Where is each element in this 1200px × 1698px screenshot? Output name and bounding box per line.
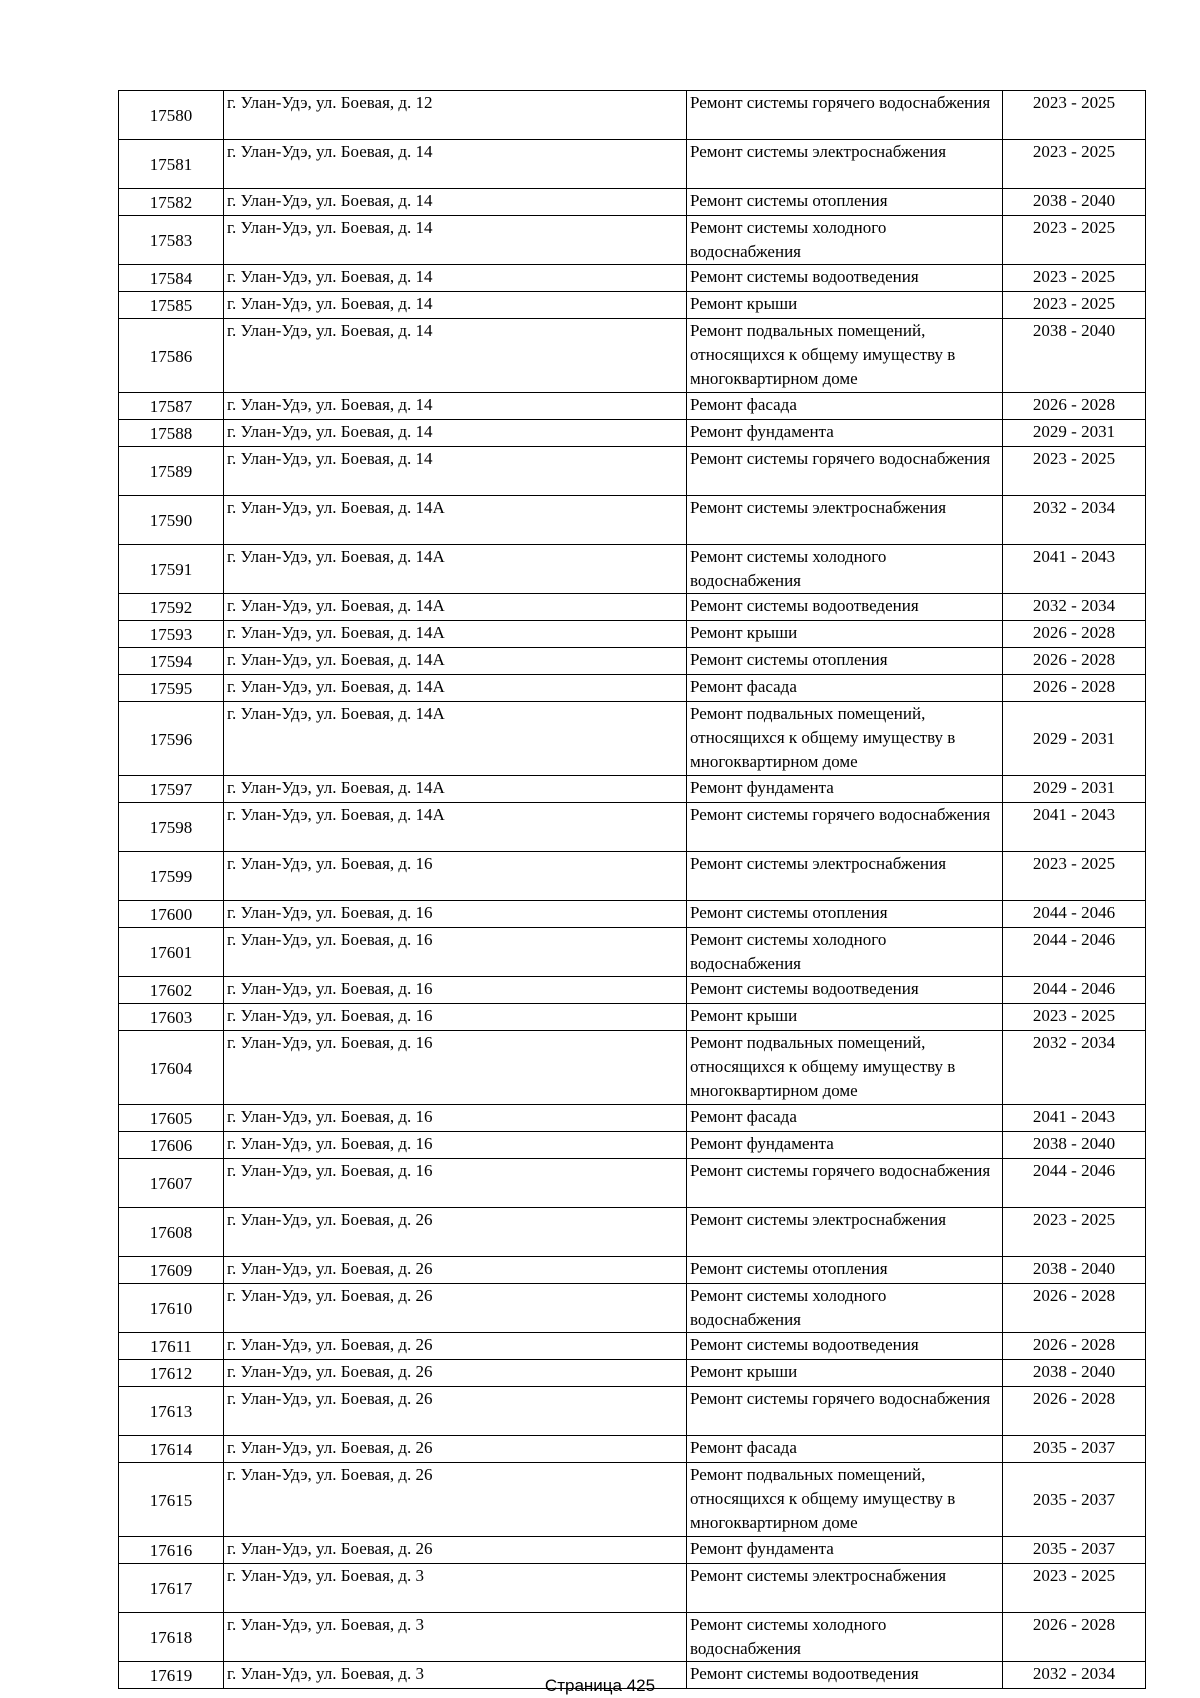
work-type-cell: Ремонт системы водоотведения: [687, 594, 1003, 621]
table-row: [119, 621, 1146, 648]
work-type-cell: Ремонт системы холодного водоснабжения: [687, 216, 1003, 265]
row-number-cell: 17587: [119, 393, 224, 420]
work-type-cell: Ремонт подвальных помещений, относящихся к общему имуществу в многоквартирном доме: [687, 1463, 1003, 1537]
period-cell: 2038 - 2040: [1003, 189, 1146, 216]
table-row: [119, 1436, 1146, 1463]
address-cell: г. Улан-Удэ, ул. Боевая, д. 14А: [224, 496, 687, 545]
table-row: [119, 420, 1146, 447]
row-number-cell: 17604: [119, 1031, 224, 1105]
address-cell: г. Улан-Удэ, ул. Боевая, д. 14: [224, 393, 687, 420]
period-cell: 2023 - 2025: [1003, 852, 1146, 901]
table-row: [119, 901, 1146, 928]
row-number-cell: 17589: [119, 447, 224, 496]
work-type-cell: Ремонт фасада: [687, 1105, 1003, 1132]
work-type-cell: Ремонт фундамента: [687, 1132, 1003, 1159]
period-cell: 2023 - 2025: [1003, 447, 1146, 496]
row-number-cell: 17585: [119, 292, 224, 319]
work-type-cell: Ремонт системы отопления: [687, 901, 1003, 928]
table-row: [119, 496, 1146, 545]
row-number-cell: 17592: [119, 594, 224, 621]
address-cell: г. Улан-Удэ, ул. Боевая, д. 16: [224, 1132, 687, 1159]
table-row: [119, 1004, 1146, 1031]
table-row: [119, 292, 1146, 319]
address-cell: г. Улан-Удэ, ул. Боевая, д. 16: [224, 901, 687, 928]
table-row: [119, 594, 1146, 621]
address-cell: г. Улан-Удэ, ул. Боевая, д. 14: [224, 265, 687, 292]
period-cell: 2044 - 2046: [1003, 1159, 1146, 1208]
period-cell: 2029 - 2031: [1003, 702, 1146, 776]
work-type-cell: Ремонт системы холодного водоснабжения: [687, 1284, 1003, 1333]
address-cell: г. Улан-Удэ, ул. Боевая, д. 16: [224, 852, 687, 901]
work-type-cell: Ремонт фундамента: [687, 1537, 1003, 1564]
work-type-cell: Ремонт фундамента: [687, 420, 1003, 447]
address-cell: г. Улан-Удэ, ул. Боевая, д. 26: [224, 1463, 687, 1537]
period-cell: 2035 - 2037: [1003, 1537, 1146, 1564]
row-number-cell: 17614: [119, 1436, 224, 1463]
row-number-cell: 17608: [119, 1208, 224, 1257]
table-row: [119, 1360, 1146, 1387]
period-cell: 2023 - 2025: [1003, 1564, 1146, 1613]
row-number-cell: 17613: [119, 1387, 224, 1436]
table-row: [119, 319, 1146, 393]
address-cell: г. Улан-Удэ, ул. Боевая, д. 26: [224, 1284, 687, 1333]
row-number-cell: 17611: [119, 1333, 224, 1360]
period-cell: 2023 - 2025: [1003, 1004, 1146, 1031]
work-type-cell: Ремонт фасада: [687, 1436, 1003, 1463]
row-number-cell: 17588: [119, 420, 224, 447]
address-cell: г. Улан-Удэ, ул. Боевая, д. 3: [224, 1613, 687, 1662]
table-row: [119, 702, 1146, 776]
work-type-cell: Ремонт крыши: [687, 621, 1003, 648]
row-number-cell: 17617: [119, 1564, 224, 1613]
table-row: [119, 1257, 1146, 1284]
row-number-cell: 17591: [119, 545, 224, 594]
period-cell: 2041 - 2043: [1003, 545, 1146, 594]
address-cell: г. Улан-Удэ, ул. Боевая, д. 16: [224, 1031, 687, 1105]
address-cell: г. Улан-Удэ, ул. Боевая, д. 14А: [224, 702, 687, 776]
table-row: [119, 265, 1146, 292]
work-type-cell: Ремонт системы водоотведения: [687, 1333, 1003, 1360]
period-cell: 2038 - 2040: [1003, 1132, 1146, 1159]
period-cell: 2026 - 2028: [1003, 1613, 1146, 1662]
work-type-cell: Ремонт системы водоотведения: [687, 265, 1003, 292]
table-row: [119, 852, 1146, 901]
table-row: [119, 1333, 1146, 1360]
work-type-cell: Ремонт крыши: [687, 292, 1003, 319]
table-row: [119, 1132, 1146, 1159]
row-number-cell: 17618: [119, 1613, 224, 1662]
address-cell: г. Улан-Удэ, ул. Боевая, д. 14А: [224, 675, 687, 702]
table-body: [119, 91, 1146, 1689]
work-type-cell: Ремонт крыши: [687, 1004, 1003, 1031]
period-cell: 2038 - 2040: [1003, 319, 1146, 393]
address-cell: г. Улан-Удэ, ул. Боевая, д. 14: [224, 140, 687, 189]
period-cell: 2038 - 2040: [1003, 1257, 1146, 1284]
table-row: [119, 977, 1146, 1004]
work-type-cell: Ремонт системы водоотведения: [687, 977, 1003, 1004]
address-cell: г. Улан-Удэ, ул. Боевая, д. 26: [224, 1436, 687, 1463]
row-number-cell: 17609: [119, 1257, 224, 1284]
work-type-cell: Ремонт фасада: [687, 675, 1003, 702]
work-type-cell: Ремонт подвальных помещений, относящихся к общему имуществу в многоквартирном доме: [687, 319, 1003, 393]
work-type-cell: Ремонт системы горячего водоснабжения: [687, 1387, 1003, 1436]
row-number-cell: 17590: [119, 496, 224, 545]
row-number-cell: 17616: [119, 1537, 224, 1564]
period-cell: 2026 - 2028: [1003, 1284, 1146, 1333]
work-type-cell: Ремонт подвальных помещений, относящихся к общему имуществу в многоквартирном доме: [687, 1031, 1003, 1105]
table-row: [119, 1159, 1146, 1208]
table-row: [119, 140, 1146, 189]
row-number-cell: 17584: [119, 265, 224, 292]
address-cell: г. Улан-Удэ, ул. Боевая, д. 16: [224, 928, 687, 977]
work-type-cell: Ремонт системы электроснабжения: [687, 496, 1003, 545]
address-cell: г. Улан-Удэ, ул. Боевая, д. 26: [224, 1208, 687, 1257]
address-cell: г. Улан-Удэ, ул. Боевая, д. 26: [224, 1257, 687, 1284]
table-row: [119, 648, 1146, 675]
row-number-cell: 17619: [119, 1662, 224, 1689]
work-type-cell: Ремонт фасада: [687, 393, 1003, 420]
period-cell: 2041 - 2043: [1003, 803, 1146, 852]
period-cell: 2023 - 2025: [1003, 216, 1146, 265]
address-cell: г. Улан-Удэ, ул. Боевая, д. 14: [224, 420, 687, 447]
period-cell: 2026 - 2028: [1003, 1333, 1146, 1360]
table-row: [119, 1463, 1146, 1537]
table-row: [119, 1564, 1146, 1613]
work-type-cell: Ремонт системы электроснабжения: [687, 1208, 1003, 1257]
page-number: Страница 425: [544, 1676, 656, 1695]
row-number-cell: 17615: [119, 1463, 224, 1537]
table-row: [119, 1031, 1146, 1105]
period-cell: 2041 - 2043: [1003, 1105, 1146, 1132]
table-row: [119, 1208, 1146, 1257]
period-cell: 2032 - 2034: [1003, 496, 1146, 545]
work-type-cell: Ремонт крыши: [687, 1360, 1003, 1387]
address-cell: г. Улан-Удэ, ул. Боевая, д. 26: [224, 1333, 687, 1360]
period-cell: 2035 - 2037: [1003, 1436, 1146, 1463]
work-type-cell: Ремонт подвальных помещений, относящихся к общему имуществу в многоквартирном доме: [687, 702, 1003, 776]
address-cell: г. Улан-Удэ, ул. Боевая, д. 14: [224, 189, 687, 216]
row-number-cell: 17606: [119, 1132, 224, 1159]
address-cell: г. Улан-Удэ, ул. Боевая, д. 26: [224, 1537, 687, 1564]
address-cell: г. Улан-Удэ, ул. Боевая, д. 14: [224, 216, 687, 265]
table-row: [119, 91, 1146, 140]
period-cell: 2044 - 2046: [1003, 901, 1146, 928]
table-row: [119, 1105, 1146, 1132]
row-number-cell: 17593: [119, 621, 224, 648]
work-type-cell: Ремонт системы горячего водоснабжения: [687, 803, 1003, 852]
row-number-cell: 17605: [119, 1105, 224, 1132]
address-cell: г. Улан-Удэ, ул. Боевая, д. 14А: [224, 648, 687, 675]
period-cell: 2029 - 2031: [1003, 420, 1146, 447]
table-row: [119, 675, 1146, 702]
address-cell: г. Улан-Удэ, ул. Боевая, д. 14А: [224, 545, 687, 594]
period-cell: 2026 - 2028: [1003, 648, 1146, 675]
period-cell: 2026 - 2028: [1003, 621, 1146, 648]
period-cell: 2044 - 2046: [1003, 928, 1146, 977]
address-cell: г. Улан-Удэ, ул. Боевая, д. 16: [224, 977, 687, 1004]
work-type-cell: Ремонт системы горячего водоснабжения: [687, 1159, 1003, 1208]
row-number-cell: 17595: [119, 675, 224, 702]
address-cell: г. Улан-Удэ, ул. Боевая, д. 14А: [224, 776, 687, 803]
work-type-cell: Ремонт системы холодного водоснабжения: [687, 1613, 1003, 1662]
period-cell: 2038 - 2040: [1003, 1360, 1146, 1387]
period-cell: 2032 - 2034: [1003, 1662, 1146, 1689]
row-number-cell: 17583: [119, 216, 224, 265]
table-row: [119, 447, 1146, 496]
address-cell: г. Улан-Удэ, ул. Боевая, д. 14А: [224, 621, 687, 648]
table-row: [119, 1537, 1146, 1564]
address-cell: г. Улан-Удэ, ул. Боевая, д. 16: [224, 1004, 687, 1031]
address-cell: г. Улан-Удэ, ул. Боевая, д. 26: [224, 1387, 687, 1436]
address-cell: г. Улан-Удэ, ул. Боевая, д. 14: [224, 319, 687, 393]
row-number-cell: 17600: [119, 901, 224, 928]
period-cell: 2029 - 2031: [1003, 776, 1146, 803]
period-cell: 2023 - 2025: [1003, 292, 1146, 319]
period-cell: 2023 - 2025: [1003, 91, 1146, 140]
row-number-cell: 17596: [119, 702, 224, 776]
table-row: [119, 776, 1146, 803]
row-number-cell: 17594: [119, 648, 224, 675]
address-cell: г. Улан-Удэ, ул. Боевая, д. 12: [224, 91, 687, 140]
table-row: [119, 393, 1146, 420]
table-row: [119, 803, 1146, 852]
period-cell: 2044 - 2046: [1003, 977, 1146, 1004]
row-number-cell: 17607: [119, 1159, 224, 1208]
work-type-cell: Ремонт системы отопления: [687, 1257, 1003, 1284]
work-type-cell: Ремонт фундамента: [687, 776, 1003, 803]
work-type-cell: Ремонт системы электроснабжения: [687, 852, 1003, 901]
work-type-cell: Ремонт системы отопления: [687, 189, 1003, 216]
table-row: [119, 1284, 1146, 1333]
row-number-cell: 17597: [119, 776, 224, 803]
work-type-cell: Ремонт системы горячего водоснабжения: [687, 447, 1003, 496]
row-number-cell: 17610: [119, 1284, 224, 1333]
period-cell: 2032 - 2034: [1003, 594, 1146, 621]
period-cell: 2032 - 2034: [1003, 1031, 1146, 1105]
work-type-cell: Ремонт системы холодного водоснабжения: [687, 928, 1003, 977]
period-cell: 2035 - 2037: [1003, 1463, 1146, 1537]
work-type-cell: Ремонт системы водоотведения: [687, 1662, 1003, 1689]
row-number-cell: 17612: [119, 1360, 224, 1387]
work-type-cell: Ремонт системы отопления: [687, 648, 1003, 675]
work-type-cell: Ремонт системы горячего водоснабжения: [687, 91, 1003, 140]
row-number-cell: 17601: [119, 928, 224, 977]
row-number-cell: 17602: [119, 977, 224, 1004]
row-number-cell: 17598: [119, 803, 224, 852]
row-number-cell: 17603: [119, 1004, 224, 1031]
table-row: [119, 216, 1146, 265]
table-row: [119, 189, 1146, 216]
work-type-cell: Ремонт системы электроснабжения: [687, 1564, 1003, 1613]
period-cell: 2023 - 2025: [1003, 140, 1146, 189]
address-cell: г. Улан-Удэ, ул. Боевая, д. 3: [224, 1662, 687, 1689]
work-type-cell: Ремонт системы электроснабжения: [687, 140, 1003, 189]
period-cell: 2026 - 2028: [1003, 1387, 1146, 1436]
address-cell: г. Улан-Удэ, ул. Боевая, д. 3: [224, 1564, 687, 1613]
row-number-cell: 17581: [119, 140, 224, 189]
table-row: [119, 545, 1146, 594]
address-cell: г. Улан-Удэ, ул. Боевая, д. 14А: [224, 594, 687, 621]
address-cell: г. Улан-Удэ, ул. Боевая, д. 14А: [224, 803, 687, 852]
repair-schedule-table: [118, 90, 1146, 1689]
row-number-cell: 17580: [119, 91, 224, 140]
period-cell: 2026 - 2028: [1003, 393, 1146, 420]
row-number-cell: 17586: [119, 319, 224, 393]
row-number-cell: 17582: [119, 189, 224, 216]
period-cell: 2026 - 2028: [1003, 675, 1146, 702]
table-row: [119, 928, 1146, 977]
address-cell: г. Улан-Удэ, ул. Боевая, д. 16: [224, 1105, 687, 1132]
address-cell: г. Улан-Удэ, ул. Боевая, д. 14: [224, 292, 687, 319]
row-number-cell: 17599: [119, 852, 224, 901]
address-cell: г. Улан-Удэ, ул. Боевая, д. 26: [224, 1360, 687, 1387]
work-type-cell: Ремонт системы холодного водоснабжения: [687, 545, 1003, 594]
address-cell: г. Улан-Удэ, ул. Боевая, д. 16: [224, 1159, 687, 1208]
table-row: [119, 1613, 1146, 1662]
period-cell: 2023 - 2025: [1003, 265, 1146, 292]
period-cell: 2023 - 2025: [1003, 1208, 1146, 1257]
address-cell: г. Улан-Удэ, ул. Боевая, д. 14: [224, 447, 687, 496]
table-row: [119, 1387, 1146, 1436]
